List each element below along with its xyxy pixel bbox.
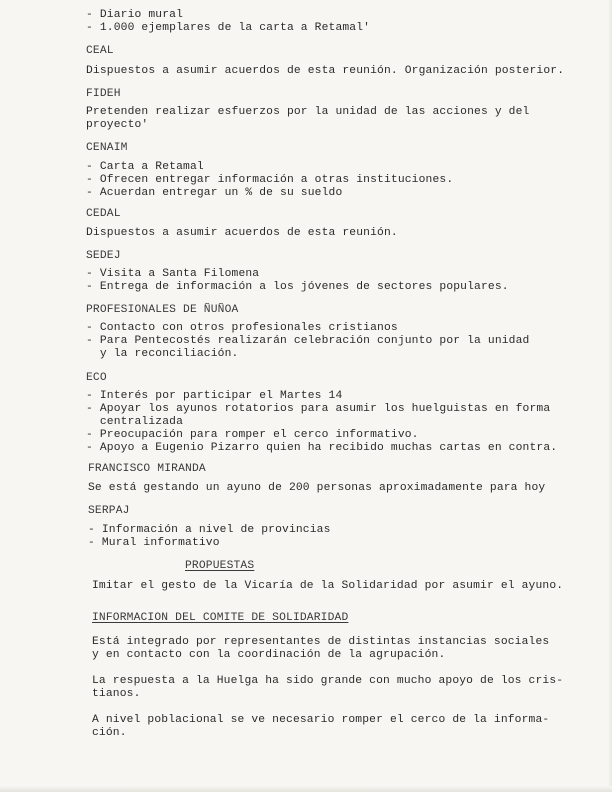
list-item-contacto-profesionales: - Contacto con otros profesionales cristianos bbox=[86, 322, 398, 334]
list-item-pentecostes: - Para Pentecostés realizarán celebración conjunto por la unidad bbox=[86, 335, 530, 347]
list-item-ofrecen-informacion: - Ofrecen entregar información a otras instituciones. bbox=[86, 174, 454, 186]
list-item-carta-retamal: - Carta a Retamal bbox=[86, 161, 204, 173]
list-item-apoyar-ayunos: - Apoyar los ayunos rotatorios para asumir los huelguistas en forma bbox=[86, 403, 551, 415]
section-heading-profesionales-nunoa: PROFESIONALES DE ÑUÑOA bbox=[86, 304, 239, 316]
paragraph-ceal: Dispuestos a asumir acuerdos de esta reunión. Organización posterior. bbox=[86, 65, 565, 77]
paragraph-cedal: Dispuestos a asumir acuerdos de esta reunión. bbox=[86, 227, 398, 239]
list-item-pentecostes-cont: y la reconciliación. bbox=[86, 348, 239, 360]
section-heading-serpaj: SERPAJ bbox=[88, 505, 130, 517]
page-bottom-shadow bbox=[0, 786, 612, 792]
list-item-acuerdan-sueldo: - Acuerdan entregar un % de su sueldo bbox=[86, 187, 343, 199]
list-item-ejemplares-carta: - 1.000 ejemplares de la carta a Retamal' bbox=[86, 22, 371, 34]
paragraph-propuestas: Imitar el gesto de la Vicaría de la Solidaridad por asumir el ayuno. bbox=[92, 580, 564, 592]
section-heading-propuestas: PROPUESTAS bbox=[185, 560, 255, 572]
list-item-interes-martes: - Interés por participar el Martes 14 bbox=[86, 390, 343, 402]
list-item-informacion-provincias: - Información a nivel de provincias bbox=[88, 524, 331, 536]
paragraph-fideh-line-1: Pretenden realizar esfuerzos por la unidad de las acciones y del bbox=[86, 106, 530, 118]
list-item-diario-mural: - Diario mural bbox=[86, 9, 184, 21]
paragraph-comite-line-2: y en contacto con la coordinación de la agrupación. bbox=[92, 649, 446, 661]
list-item-visita-santa-filomena: - Visita a Santa Filomena bbox=[86, 268, 260, 280]
section-heading-ceal: CEAL bbox=[86, 45, 114, 57]
section-heading-sedej: SEDEJ bbox=[86, 250, 121, 262]
page-edge-shadow bbox=[608, 0, 612, 792]
section-heading-eco: ECO bbox=[86, 372, 107, 384]
paragraph-respuesta-line-1: La respuesta a la Huelga ha sido grande con mucho apoyo de los cris- bbox=[92, 675, 564, 687]
list-item-apoyo-pizarro: - Apoyo a Eugenio Pizarro quien ha recibido muchas cartas en contra. bbox=[86, 442, 558, 454]
paragraph-poblacional-line-2: ción. bbox=[92, 727, 127, 739]
paragraph-francisco-miranda: Se está gestando un ayuno de 200 personas aproximadamente para hoy bbox=[88, 482, 546, 494]
paragraph-poblacional-line-1: A nivel poblacional se ve necesario romper el cerco de la informa- bbox=[92, 714, 550, 726]
list-item-preocupacion-cerco: - Preocupación para romper el cerco informativo. bbox=[86, 429, 419, 441]
section-heading-cenaim: CENAIM bbox=[86, 142, 128, 154]
list-item-apoyar-ayunos-cont: centralizada bbox=[86, 416, 184, 428]
section-heading-francisco-miranda: FRANCISCO MIRANDA bbox=[88, 463, 206, 475]
list-item-entrega-informacion: - Entrega de información a los jóvenes de sectores populares. bbox=[86, 281, 509, 293]
list-item-mural-informativo: - Mural informativo bbox=[88, 537, 220, 549]
paragraph-respuesta-line-2: tianos. bbox=[92, 688, 141, 700]
section-heading-cedal: CEDAL bbox=[86, 208, 121, 220]
section-heading-comite-solidaridad: INFORMACION DEL COMITE DE SOLIDARIDAD bbox=[92, 612, 349, 624]
paragraph-comite-line-1: Está integrado por representantes de distintas instancias sociales bbox=[92, 636, 550, 648]
paragraph-fideh-line-2: proyecto' bbox=[86, 119, 149, 131]
section-heading-fideh: FIDEH bbox=[86, 88, 121, 100]
